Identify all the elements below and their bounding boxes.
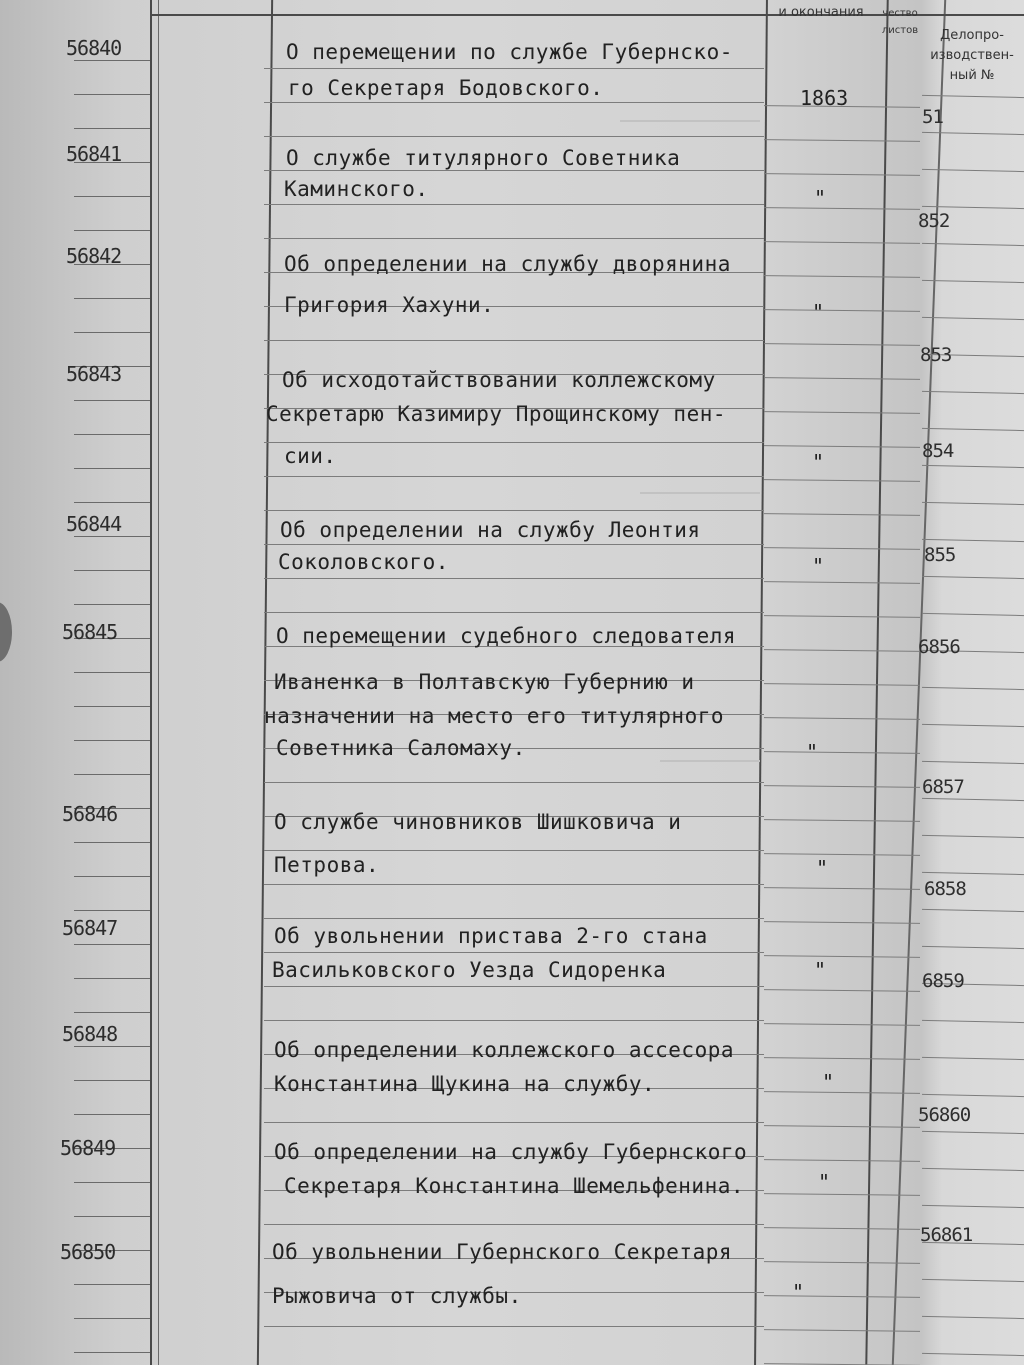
ledger-line <box>264 918 764 919</box>
header-sheets: чество листов <box>881 8 919 36</box>
ledger-line <box>74 706 150 707</box>
ledger-line <box>74 774 150 775</box>
office-number: 853 <box>920 344 952 366</box>
header-dates: и окончания <box>778 5 864 20</box>
ledger-line <box>764 1227 920 1230</box>
ledger-line <box>922 502 1024 505</box>
ledger-line <box>264 170 764 171</box>
ledger-line <box>922 1020 1024 1023</box>
ledger-line <box>922 539 1024 542</box>
office-number: 855 <box>924 544 956 566</box>
entry-title-line: Об определении коллежского ассесора <box>274 1038 735 1062</box>
ledger-line <box>764 445 920 448</box>
ledger-line <box>74 502 150 503</box>
ledger-line <box>764 581 920 584</box>
ledger-line <box>264 1224 764 1225</box>
entry-title-line: Об увольнении пристава 2-го стана <box>274 924 708 948</box>
ledger-line <box>264 986 764 987</box>
ledger-line <box>922 1094 1024 1097</box>
ledger-line <box>74 196 150 197</box>
ledger-line <box>922 687 1024 690</box>
ledger-line <box>764 411 920 414</box>
ledger-line <box>922 1205 1024 1208</box>
ledger-line <box>264 510 764 511</box>
ledger-line <box>764 343 920 346</box>
ledger-line <box>74 1182 150 1183</box>
ledger-line <box>764 785 920 788</box>
office-number: 6856 <box>918 636 960 658</box>
ledger-line <box>264 68 764 69</box>
office-number: 852 <box>918 210 950 232</box>
bleed-through <box>640 492 760 494</box>
ledger-line <box>922 872 1024 875</box>
ledger-line <box>922 280 1024 283</box>
entry-title-line: Об определении на службу дворянина <box>284 252 731 276</box>
ledger-line <box>922 798 1024 801</box>
entry-date: " <box>792 1280 805 1304</box>
entry-date: " <box>814 186 827 210</box>
archive-number: 56846 <box>62 802 118 826</box>
office-number: 51 <box>922 106 943 128</box>
binder-hole <box>0 602 12 662</box>
entry-title-line: Петрова. <box>274 853 380 877</box>
entry-title-line: Иваненка в Полтавскую Губернию и <box>274 670 695 694</box>
ledger-line <box>74 570 150 571</box>
entry-title-line: Секретаря Константина Шемельфенина. <box>284 1174 745 1198</box>
ledger-line <box>74 604 150 605</box>
entry-title-line: Об определении на службу Губернского <box>274 1140 748 1164</box>
ledger-line <box>764 649 920 652</box>
ledger-line <box>74 60 150 61</box>
ledger-line <box>922 724 1024 727</box>
ledger-line <box>922 243 1024 246</box>
ledger-line <box>764 377 920 380</box>
archive-number: 56848 <box>62 1022 118 1046</box>
ledger-line <box>74 468 150 469</box>
ledger-line <box>764 615 920 618</box>
ledger-line <box>264 204 764 205</box>
column-rule-number <box>158 0 159 1365</box>
ledger-line <box>922 909 1024 912</box>
ledger-line <box>922 1131 1024 1134</box>
ledger-line <box>922 576 1024 579</box>
entry-title-line: Об определении на службу Леонтия <box>280 518 701 542</box>
ledger-line <box>764 1329 920 1332</box>
archive-number: 56842 <box>66 244 122 268</box>
ledger-line <box>922 1279 1024 1282</box>
entry-date: " <box>812 300 825 324</box>
entry-date: " <box>806 740 819 764</box>
bleed-through <box>660 760 760 762</box>
ledger-line <box>74 876 150 877</box>
ledger-line <box>922 1057 1024 1060</box>
ledger-line <box>922 132 1024 135</box>
entry-title-line: Рыжовича от службы. <box>272 1284 522 1308</box>
ledger-line <box>264 952 764 953</box>
ledger-line <box>74 842 150 843</box>
ledger-line <box>922 428 1024 431</box>
entry-title-line: го Секретаря Бодовского. <box>288 76 604 100</box>
ledger-line <box>764 207 920 210</box>
ledger-line <box>764 989 920 992</box>
entry-title-line: Соколовского. <box>278 550 449 574</box>
ledger-line <box>74 740 150 741</box>
ledger-line <box>764 853 920 856</box>
ledger-line <box>74 1352 150 1353</box>
entry-title-line: Секретарю Казимиру Прощинскому пен- <box>266 402 727 426</box>
office-number: 854 <box>922 440 954 462</box>
archive-number: 56844 <box>66 512 122 536</box>
ledger-line <box>764 513 920 516</box>
ledger-line <box>764 479 920 482</box>
ledger-line <box>764 1295 920 1298</box>
archive-number: 56843 <box>66 362 122 386</box>
ledger-line <box>264 102 764 103</box>
ledger-line <box>74 978 150 979</box>
ledger-line <box>264 544 764 545</box>
ledger-line <box>764 1193 920 1196</box>
ledger-line <box>74 434 150 435</box>
ledger-line <box>922 391 1024 394</box>
archive-number: 56849 <box>60 1136 116 1160</box>
ledger-line <box>74 332 150 333</box>
ledger-line <box>74 230 150 231</box>
office-number: 6859 <box>922 970 964 992</box>
entry-title-line: О перемещении судебного следователя <box>276 624 737 648</box>
ledger-line <box>922 317 1024 320</box>
ledger-line <box>264 850 764 851</box>
archive-number: 56845 <box>62 620 118 644</box>
entry-date: " <box>818 1170 831 1194</box>
ledger-line <box>764 819 920 822</box>
ledger-line <box>922 946 1024 949</box>
entry-title-line: Об исходотайствовании коллежскому <box>282 368 716 392</box>
ledger-line <box>264 238 764 239</box>
ledger-line <box>764 275 920 278</box>
column-rule-left <box>150 0 152 1365</box>
ledger-line <box>764 1261 920 1264</box>
ledger-line <box>922 1316 1024 1319</box>
office-number: 56861 <box>920 1224 973 1246</box>
ledger-line <box>74 94 150 95</box>
ledger-line <box>264 612 764 613</box>
ledger-line <box>922 613 1024 616</box>
ledger-line <box>764 139 920 142</box>
ledger-line <box>922 1353 1024 1356</box>
ledger-line <box>764 1023 920 1026</box>
archive-number: 56847 <box>62 916 118 940</box>
entry-date: " <box>814 958 827 982</box>
ledger-line <box>74 128 150 129</box>
entry-date: " <box>822 1070 835 1094</box>
ledger-line <box>264 1020 764 1021</box>
ledger-line <box>74 910 150 911</box>
ledger-line <box>922 465 1024 468</box>
ledger-line <box>264 136 764 137</box>
ledger-line <box>922 761 1024 764</box>
entry-title-line: назначении на место его титулярного <box>264 704 725 728</box>
ledger-line <box>764 751 920 754</box>
entry-title-line: Об увольнении Губернского Секретаря <box>272 1240 733 1264</box>
ledger-line <box>74 1318 150 1319</box>
ledger-line <box>764 1091 920 1094</box>
entry-title-line: О службе чиновников Шишковича и <box>274 810 682 834</box>
ledger-line <box>922 95 1024 98</box>
ledger-line <box>74 400 150 401</box>
archive-number: 56841 <box>66 142 122 166</box>
entry-date: 1863 <box>800 86 849 110</box>
ledger-line <box>264 884 764 885</box>
bleed-through <box>620 120 760 122</box>
ledger-line <box>764 717 920 720</box>
ledger-line <box>264 1326 764 1327</box>
ledger-line <box>764 1057 920 1060</box>
ledger-line <box>922 835 1024 838</box>
ledger-line <box>74 298 150 299</box>
entry-date: " <box>812 450 825 474</box>
ledger-line <box>764 921 920 924</box>
entry-date: " <box>812 554 825 578</box>
entry-title-line: О перемещении по службе Губернско- <box>286 40 733 64</box>
ledger-line <box>74 1216 150 1217</box>
office-number: 6857 <box>922 776 964 798</box>
ledger-line <box>74 1114 150 1115</box>
ledger-line <box>74 944 150 945</box>
entry-title-line: Григория Хахуни. <box>284 293 495 317</box>
entry-title-line: О службе титулярного Советника <box>286 146 681 170</box>
ledger-line <box>764 955 920 958</box>
ledger-line <box>764 1125 920 1128</box>
office-number: 6858 <box>924 878 966 900</box>
entry-title-line: Константина Щукина на службу. <box>274 1072 656 1096</box>
ledger-line <box>764 241 920 244</box>
ledger-line <box>764 173 920 176</box>
ledger-line <box>264 578 764 579</box>
ledger-line <box>264 442 764 443</box>
office-number: 56860 <box>918 1104 971 1126</box>
entry-title-line: сии. <box>284 444 337 468</box>
ledger-line <box>264 782 764 783</box>
ledger-line <box>922 1168 1024 1171</box>
ledger-line <box>764 887 920 890</box>
ledger-line <box>74 536 150 537</box>
ledger-line <box>74 1080 150 1081</box>
ledger-line <box>74 1012 150 1013</box>
ledger-line <box>74 672 150 673</box>
ledger-line <box>264 340 764 341</box>
header-office-number: Делопро- изводствен- ный № <box>930 28 1014 83</box>
ledger-line <box>74 1046 150 1047</box>
ledger-line <box>764 683 920 686</box>
archive-number: 56840 <box>66 36 122 60</box>
ledger-line <box>264 476 764 477</box>
ledger-line <box>764 1159 920 1162</box>
ledger-line <box>764 309 920 312</box>
entry-title-line: Васильковского Уезда Сидоренка <box>272 958 667 982</box>
ledger-line <box>74 1284 150 1285</box>
archive-number: 56850 <box>60 1240 116 1264</box>
entry-title-line: Советника Саломаху. <box>276 736 526 760</box>
entry-title-line: Каминского. <box>284 177 429 201</box>
entry-date: " <box>816 856 829 880</box>
ledger-line <box>264 1122 764 1123</box>
ledger-line <box>764 547 920 550</box>
